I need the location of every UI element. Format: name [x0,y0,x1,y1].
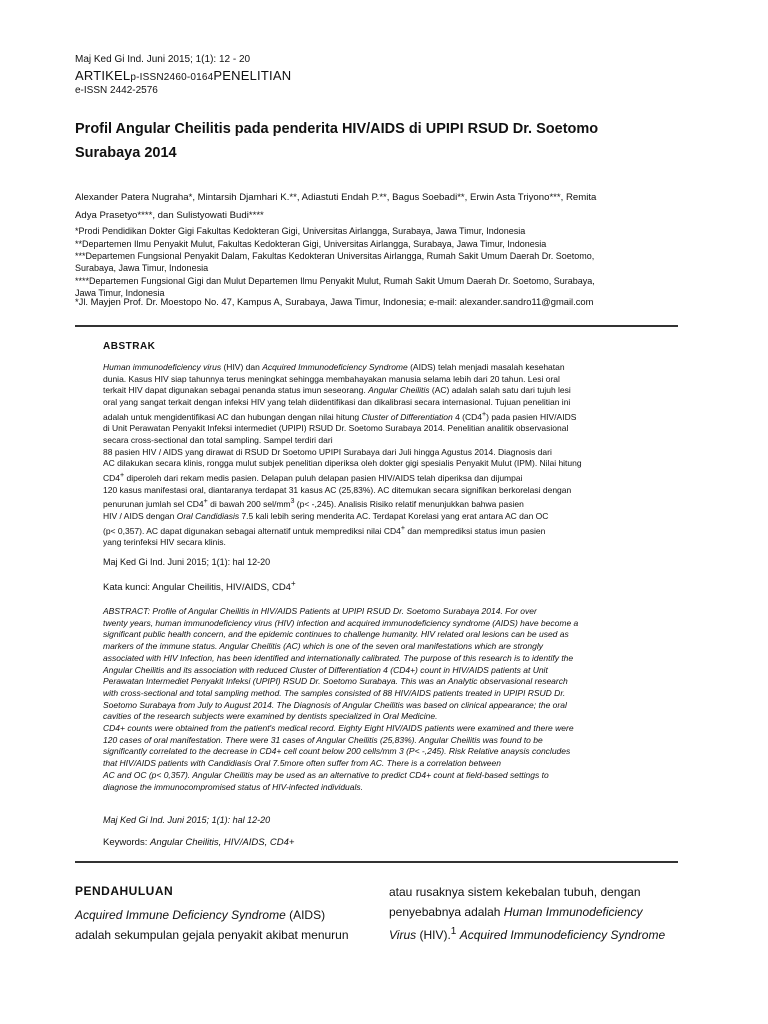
abstract-line: twenty years, human immunodeficiency virus (HIV) infection and acquired immunodeficiency syndrome (AIDS) have become a [103,617,579,628]
abstrak-line: 88 pasien HIV / AIDS yang dirawat di RSUD Dr Soetomo UPIPI Surabaya dari Juli hingga Agustus 2014. Diagnosis dari [103,446,552,457]
abstract-line: CD4+ counts were obtained from the patient's medical record. Eighty Eight HIV/AIDS patients were examined and there were [103,723,574,734]
abstrak-span: Human immunodeficiency virus [103,362,222,372]
affiliation-2: **Departemen Ilmu Penyakit Mulut, Fakultas Kedokteran Gigi, Universitas Airlangga, Surabaya, Jawa Timur, Indonesia [75,239,547,249]
intro-span: Virus [389,928,417,942]
abstrak-sup: + [400,523,406,532]
abstrak-span: terkait HIV dapat digunakan sebagai penanda status imun seseorang. [103,385,369,396]
intro-span: Acquired Immune Deficiency Syndrome [75,908,286,922]
authors-line-2: Adya Prasetyo****, dan Sulistyowati Budi**** [75,210,264,221]
abstract-english-body [103,606,648,793]
intro-line [75,905,365,925]
abstrak-line: secara cross-sectional dan total sampling. Sampel terdiri dari [103,435,333,446]
intro-line: adalah sekumpulan gejala penyakit akibat menurun [75,928,349,942]
article-type-line [75,68,291,83]
abstrak-sup: 3 [290,497,295,506]
intro-line [389,902,679,922]
abstract-line: associated with HIV Infection, has been identified and internationally calibrated. The purpose of this research is to identify the [103,652,574,663]
keywords-text: Angular Cheilitis, HIV/AIDS, CD4+ [150,837,295,848]
affiliation-4-line-1: ****Departemen Fungsional Gigi dan Mulut Departemen Ilmu Penyakit Mulut, Rumah Sakit Umum Daerah Dr. Soetomo, Surabaya, [75,276,595,286]
abstrak-span: HIV / AIDS dengan [103,510,177,521]
abstrak-span: 4 (CD4 [452,411,482,422]
affiliation-3-line-2: Surabaya, Jawa Timur, Indonesia [75,263,209,273]
intro-sup: 1 [450,926,457,937]
abstrak-span: Acquired Immunodeficiency Syndrome [262,362,408,372]
title-line-2: Surabaya 2014 [75,145,177,161]
abstrak-line [103,511,648,523]
abstract-line: with cross-sectional and total sampling method. The samples consisted of 88 HIV/AIDS patients treated in UPIPI RSUD Dr. [103,687,566,698]
intro-line [389,922,679,945]
abstrak-span: adalah untuk mengidentifikasi AC dan hubungan dengan nilai hitung [103,411,362,422]
abstrak-line: oral yang sangat terkait dengan infeksi HIV yang telah diidentifikasi dan dikalibrasi secara internasional. Tujuan penelitian ini [103,397,571,408]
intro-line: atau rusaknya sistem kekebalan tubuh, dengan [389,885,641,899]
abstrak-line [103,470,648,485]
abstrak-line [103,385,648,397]
intro-span: Human Immunodeficiency [503,905,643,919]
abstrak-span: penurunan jumlah sel CD4 [103,499,204,510]
abstrak-sup: + [203,497,208,506]
abstrak-heading: ABSTRAK [103,341,156,352]
intro-span: (AIDS) [285,908,326,922]
abstract-line: significant public health concern, and the epidemic continues to challenge humanity. HIV related oral lesions can be used as [103,629,569,640]
abstrak-line [103,362,648,374]
abstrak-line: 120 kasus manifestasi oral, diantaranya terdapat 31 kasus AC (25,83%). AC ditemukan secara signifikan berkorelasi dengan [103,484,572,495]
article-title [75,117,675,165]
eissn-label: e-ISSN 2442-2576 [75,85,158,96]
abstract-line: Angular Cheilitis and its association with reduced Cluster of Differentiation 4 (CD4+) count in HIV/AIDS patients at Unit [103,664,548,675]
kata-kunci-sup: + [290,579,296,588]
abstrak-span: diperoleh dari rekam medis pasien. Delapan puluh delapan pasien HIV/AIDS telah diperiksa dan dijumpai [124,472,523,483]
intro-span: Acquired Immunodeficiency Syndrome [459,928,666,942]
penelitian-label: PENELITIAN [213,68,292,83]
abstract-citation: Maj Ked Gi Ind. Juni 2015; 1(1): hal 12-20 [103,815,271,825]
section-divider [75,861,678,863]
abstrak-span: CD4 [103,472,121,483]
journal-citation: Maj Ked Gi Ind. Juni 2015; 1(1): 12 - 20 [75,54,251,65]
abstrak-span: Oral Candidiasis [176,510,240,521]
section-divider [75,325,678,327]
abstrak-span: Angular Cheilitis [368,385,430,396]
pissn-label: p-ISSN2460-0164 [130,72,214,83]
abstrak-span: dan memprediksi status imun pasien [405,525,546,536]
abstrak-line: dunia. Kasus HIV siap tahunnya terus meningkat sehingga membahayakan manusia selama lebih dari 20 tahun. Lesi oral [103,373,560,384]
artikel-label: ARTIKEL [75,68,131,83]
pendahuluan-heading: PENDAHULUAN [75,884,174,898]
keywords [103,837,294,848]
abstrak-span: ) pada pasien HIV/AIDS [486,411,577,422]
abstrak-line [103,496,648,511]
abstrak-span: 7.5 kali lebih sering menderita AC. Terdapat Korelasi yang erat antara AC dan OC [239,510,549,521]
affiliation-4-line-2: Jawa Timur, Indonesia [75,288,165,298]
abstrak-sup: + [482,409,487,418]
abstrak-line [103,523,648,538]
abstract-line: ABSTRACT: Profile of Angular Cheilitis in HIV/AIDS Patients at UPIPI RSUD Dr. Soetomo Surabaya 2014. For over [103,606,537,616]
abstrak-line: di Unit Perawatan Penyakit Infeksi intermediet (UPIPI) RSUD Dr. Soetomo Surabaya 2014. Penelitian analitik observasional [103,423,569,434]
abstrak-span: (p< 0,357). AC dapat digunakan sebagai alternatif untuk memprediksi nilai CD4 [103,525,401,536]
authors-line-1: Alexander Patera Nugraha*, Mintarsih Djamhari K.**, Adiastuti Endah P.**, Bagus Soebadi**, Erwin Asta Triyono***, Remita [75,192,597,203]
kata-kunci-text: Kata kunci: Angular Cheilitis, HIV/AIDS, CD4 [103,582,291,594]
abstract-line: diagnose the immunocompromised status of HIV-infected individuals. [103,781,364,792]
abstrak-body [103,362,648,549]
affiliation-3 [75,250,685,274]
abstract-line: AC and OC (p< 0,357). Angular Cheilitis may be used as an alternative to predict CD4+ count at field-based settings to [103,769,549,780]
abstrak-span: Cluster of Differentiation [361,411,453,422]
kata-kunci [103,579,296,593]
abstract-line: markers of the immune status. Angular Cheilitis (AC) which is one of the seven oral manifestations which are strongly [103,641,543,652]
intro-span: (HIV). [416,928,451,942]
abstrak-span: (AIDS) telah menjadi masalah kesehatan [407,362,565,372]
abstrak-span: (p< -,245). Analisis Risiko relatif menunjukkan bahwa pasien [294,499,524,510]
abstract-line: Soetomo Surabaya from July to August 2014. The Diagnosis of Angular Cheilitis was based on clinical appearance; the oral [103,699,567,710]
correspondence-address: *Jl. Mayjen Prof. Dr. Moestopo No. 47, Kampus A, Surabaya, Jawa Timur, Indonesia; e-mail: alexander.sandro11@gmail.com [75,296,594,307]
abstract-line: that HIV/AIDS patients with Candidiasis Oral 7.5more often suffer from AC. There is a correlation between [103,758,501,769]
abstract-line: cavities of the research subjects were examined by dentists specialized in Oral Medicine. [103,711,438,722]
abstract-line: 120 cases of oral manifestation. There were 31 cases of Angular Cheilitis (25,83%). Angular Cheilitis was found to be [103,734,543,745]
abstrak-line: AC dilakukan secara klinis, rongga mulut subjek penelitian diperiksa oleh dokter gigi spesialis Penyakit Mulut (IPM). Nilai hitung [103,458,582,469]
author-list [75,189,675,225]
abstrak-span: (HIV) dan [221,362,263,372]
intro-right-column [389,882,679,945]
abstract-line: Perawatan Intermediet Penyakit Infeksi (UPIPI) RSUD Dr. Soetomo Surabaya. This was an Analytic observasional research [103,676,568,687]
intro-left-column [75,905,365,945]
abstrak-span: di bawah 200 sel/mm [207,499,291,510]
abstract-line: significantly correlated to the decrease in CD4+ cell count below 200 cells/mm 3 (P< -,245). Risk Relative anaysis concludes [103,746,571,757]
abstrak-line [103,409,648,424]
abstrak-sup: + [120,471,125,480]
affiliation-1: *Prodi Pendidikan Dokter Gigi Fakultas Kedokteran Gigi, Universitas Airlangga, Surabaya, Jawa Timur, Indonesia [75,226,526,236]
title-line-1: Profil Angular Cheilitis pada penderita HIV/AIDS di UPIPI RSUD Dr. Soetomo [75,121,599,137]
intro-span: penyebabnya adalah [389,905,504,919]
abstrak-span: (AC) adalah salah satu dari tujuh lesi [429,385,571,396]
abstrak-line: yang terinfeksi HIV secara klinis. [103,537,226,548]
affiliation-3-line-1: ***Departemen Fungsional Penyakit Dalam, Fakultas Kedokteran Universitas Airlangga, Rumah Sakit Umum Daerah Dr. Soetomo, [75,251,595,261]
abstrak-citation: Maj Ked Gi Ind. Juni 2015; 1(1): hal 12-20 [103,557,271,567]
keywords-label: Keywords: [103,837,150,848]
